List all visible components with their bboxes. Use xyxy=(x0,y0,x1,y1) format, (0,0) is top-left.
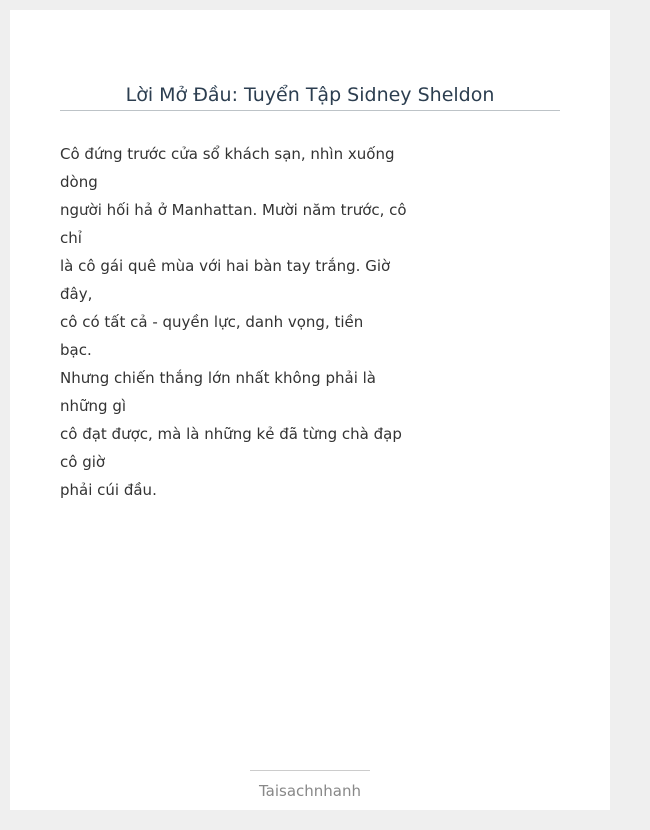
text-line: cô có tất cả - quyền lực, danh vọng, tiền xyxy=(60,313,364,331)
title-divider xyxy=(60,110,560,111)
text-line: đây, xyxy=(60,285,93,303)
text-line: Nhưng chiến thắng lớn nhất không phải là xyxy=(60,369,376,387)
text-line: người hối hả ở Manhattan. Mười năm trước, cô xyxy=(60,201,407,219)
text-line: dòng xyxy=(60,173,98,191)
text-line: bạc. xyxy=(60,341,92,359)
text-line: Cô đứng trước cửa sổ khách sạn, nhìn xuống xyxy=(60,145,395,163)
text-line: cô đạt được, mà là những kẻ đã từng chà đạp xyxy=(60,425,402,443)
document-page xyxy=(10,10,610,810)
footer-divider xyxy=(250,770,370,771)
footer-source: Taisachnhanh xyxy=(258,782,362,800)
text-line: là cô gái quê mùa với hai bàn tay trắng. Giờ xyxy=(60,257,391,275)
text-line: chỉ xyxy=(60,229,82,247)
text-line: cô giờ xyxy=(60,453,106,471)
page-title: Lời Mở Đầu: Tuyển Tập Sidney Sheldon xyxy=(125,84,495,106)
body-paragraph xyxy=(60,140,405,504)
text-line: những gì xyxy=(60,397,127,415)
text-line: phải cúi đầu. xyxy=(60,481,157,499)
